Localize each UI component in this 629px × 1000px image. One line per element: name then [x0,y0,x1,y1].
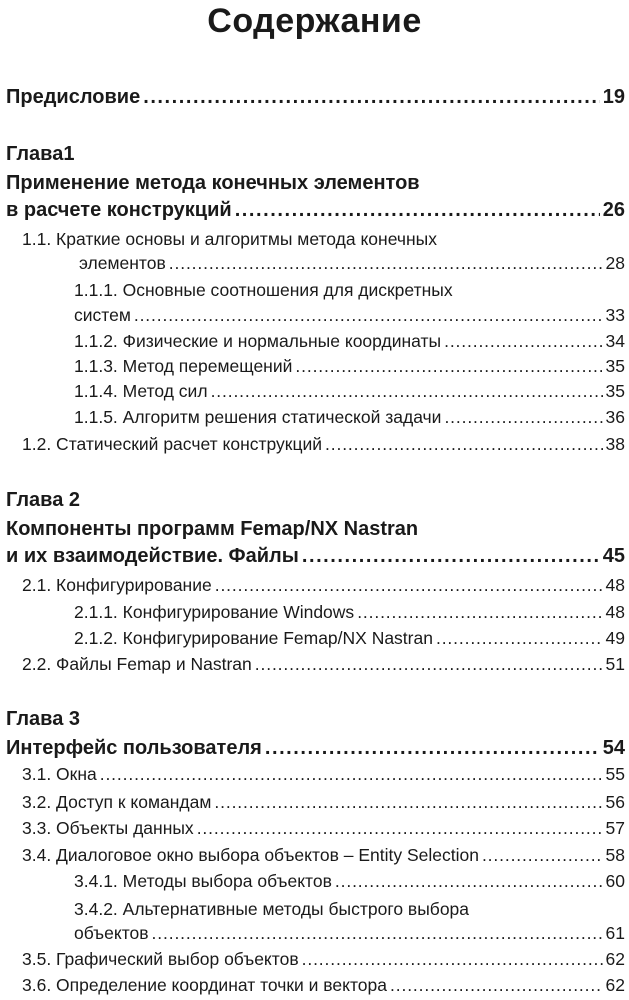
toc-page-number: 35 [605,356,625,376]
toc-entry-title: 3.5. Графический выбор объектов [22,949,299,969]
toc-leader-dots [211,379,603,403]
toc-leader-dots [265,736,600,760]
toc-entry-title: в расчете конструкций [6,199,232,221]
toc-page-number: 19 [602,86,625,108]
toc-entry-title: 3.4. Диалоговое окно выбора объектов – Entity Selection [22,845,479,865]
toc-leader-dots [235,198,600,222]
toc-page-number: 57 [605,818,625,838]
toc-leader-dots [295,354,602,378]
chapter-heading: Глава 3 [6,708,81,730]
toc-leader-dots [390,973,603,997]
toc-entry [0,816,625,840]
toc-page-number: 26 [602,199,625,221]
toc-entry-title: 2.1. Конфигурирование [22,575,212,595]
toc-entry [0,303,625,327]
toc-page-number: 62 [605,949,625,969]
toc-entry-title: 3.2. Доступ к командам [22,792,212,812]
toc-leader-dots [436,626,603,650]
toc-entry-title: объектов [74,923,149,943]
toc-leader-dots [255,652,603,676]
toc-leader-dots [197,816,603,840]
toc-entry-title: 1.1.5. Алгоритм решения статической задачи [74,407,442,427]
toc-entry-title: 3.3. Объекты данных [22,818,194,838]
toc-entry-text: 1.1. Краткие основы и алгоритмы метода конечных [22,229,437,249]
toc-leader-dots [169,251,603,275]
toc-entry [0,869,625,893]
toc-entry-title: 1.1.3. Метод перемещений [74,356,293,376]
toc-leader-dots [214,790,602,814]
toc-entry-title: систем [74,305,131,325]
toc-page-number: 33 [605,305,625,325]
toc-entry-title: 1.1.2. Физические и нормальные координаты [74,331,442,351]
toc-leader-dots [444,405,602,429]
toc-page-number: 55 [605,764,625,784]
toc-entry [0,405,625,429]
toc-leader-dots [143,85,600,109]
toc-page-number: 48 [605,575,625,595]
toc-page-number: 54 [602,737,625,759]
toc-leader-dots [152,921,603,945]
toc-entry [0,652,625,676]
page-title: Содержание [207,2,422,40]
toc-entry-title: 3.4.1. Методы выбора объектов [74,871,332,891]
toc-entry-title: 1.2. Статический расчет конструкций [22,434,323,454]
toc-entry [0,600,625,624]
toc-entry [0,544,625,568]
toc-leader-dots [482,843,603,867]
toc-entry [0,762,625,786]
toc-entry-title: элементов [79,253,166,273]
toc-entry [0,947,625,971]
toc-entry [0,843,625,867]
toc-entry-title: Предисловие [6,86,141,108]
toc-page-number: 58 [605,845,625,865]
toc-leader-dots [444,329,602,353]
toc-page-number: 60 [605,871,625,891]
toc-page-number: 48 [605,602,625,622]
toc-leader-dots [215,573,603,597]
toc-entry [0,973,625,997]
toc-entry-title: Интерфейс пользователя [6,737,262,759]
toc-entry-title: 1.1.4. Метод сил [74,381,208,401]
toc-page-number: 61 [605,923,625,943]
toc-page-number: 56 [605,792,625,812]
toc-leader-dots [302,947,603,971]
toc-entry-title: 3.6. Определение координат точки и вектора [22,975,388,995]
toc-page-number: 38 [605,434,625,454]
toc-leader-dots [325,432,603,456]
toc-entry-title: 2.2. Файлы Femap и Nastran [22,654,252,674]
toc-entry-title: 3.1. Окна [22,764,97,784]
toc-page-number: 35 [605,381,625,401]
toc-entry [0,921,625,945]
toc-leader-dots [302,544,600,568]
chapter-heading: Глава1 [6,143,75,165]
toc-entry [0,626,625,650]
toc-entry-text: 3.4.2. Альтернативные методы быстрого выбора [74,899,470,919]
toc-entry [0,354,625,378]
toc-page-number: 51 [605,654,625,674]
toc-leader-dots [134,303,603,327]
toc-entry-title: и их взаимодействие. Файлы [6,545,299,567]
toc-entry [0,379,625,403]
toc-entry-title: 2.1.2. Конфигурирование Femap/NX Nastran [74,628,433,648]
toc-entry [0,198,625,222]
toc-page-number: 45 [602,545,625,567]
toc-leader-dots [335,869,603,893]
toc-page-number: 62 [605,975,625,995]
chapter-heading: Компоненты программ Femap/NX Nastran [6,518,419,540]
toc-entry [0,329,625,353]
toc-entry-text: 1.1.1. Основные соотношения для дискретных [74,280,453,300]
chapter-heading: Глава 2 [6,489,81,511]
toc-leader-dots [357,600,602,624]
toc-entry [0,251,625,275]
toc-page-number: 49 [605,628,625,648]
toc-entry [0,432,625,456]
toc-entry [0,790,625,814]
toc-page-number: 28 [605,253,625,273]
toc-entry-title: 2.1.1. Конфигурирование Windows [74,602,355,622]
toc-entry [0,573,625,597]
chapter-heading: Применение метода конечных элементов [6,172,420,194]
toc-entry [0,736,625,760]
toc-leader-dots [100,762,603,786]
toc-page-number: 36 [605,407,625,427]
toc-entry [0,85,625,109]
toc-page-number: 34 [605,331,625,351]
